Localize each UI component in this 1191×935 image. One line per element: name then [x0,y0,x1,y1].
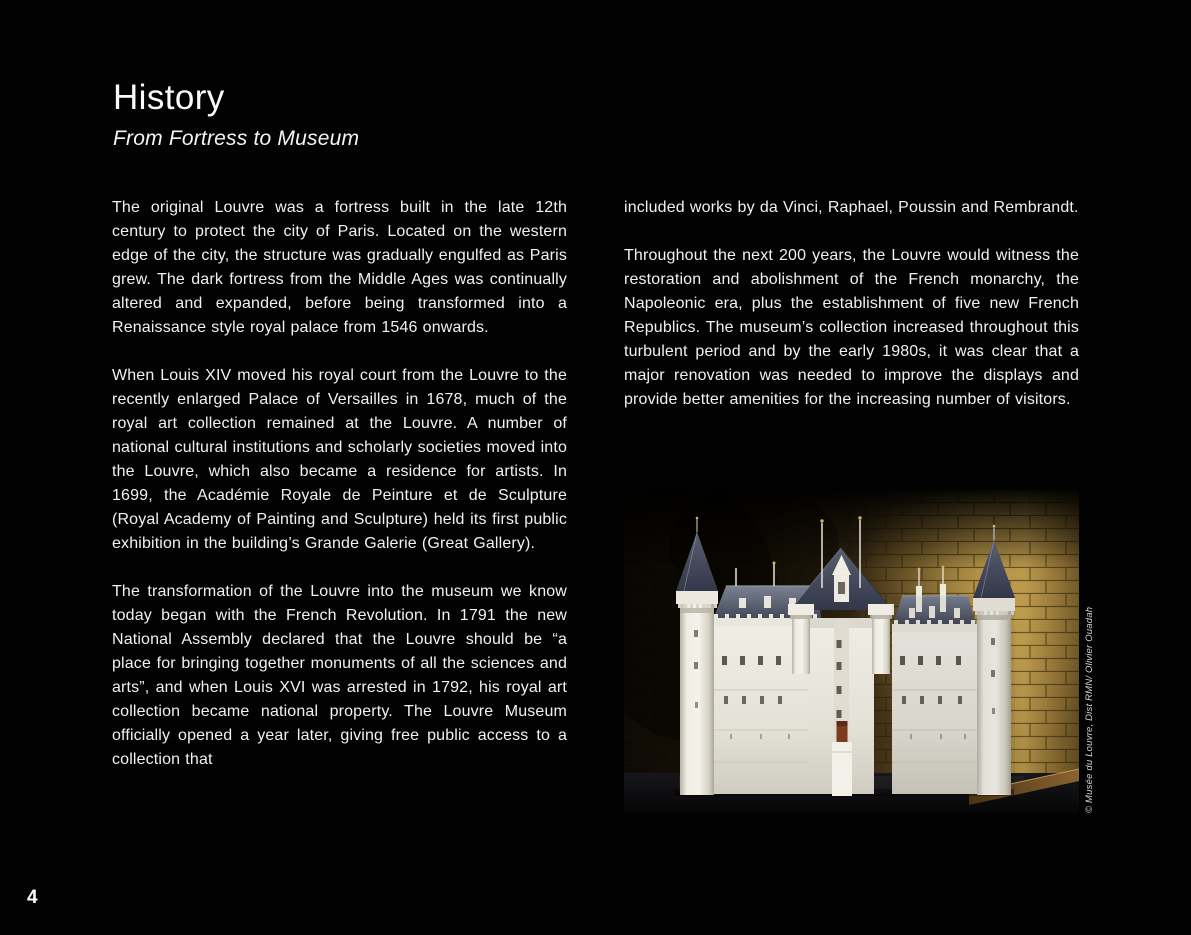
page-number: 4 [27,887,38,908]
paragraph-collection: included works by da Vinci, Raphael, Poussin and Rembrandt. [624,199,1079,216]
page-header [113,78,359,151]
left-column [112,196,567,796]
paragraph-next-200-years: Throughout the next 200 years, the Louvre would witness the restoration and abolishment of the French monarchy, the Napoleonic era, plus the establishment of five new French Republics. The museum’s collection increased throughout this turbulent period and by the early 1980s, it was clear that a major renovation was needed to improve the displays and provide better amenities for the increasing number of visitors. [624,247,1079,408]
photo-credit: © Musée du Louvre, Dist RMN/ Olivier Ouadah [1084,606,1095,813]
louvre-model-illustration [624,490,1079,813]
page-subtitle: From Fortress to Museum [113,127,360,150]
paragraph-fortress-origin: The original Louvre was a fortress built in the late 12th century to protect the city of Paris. Located on the western edge of the city, the structure was gradually engulfed as Paris grew. The dark fortress from the Middle Ages was continually altered and expanded, before being transformed into a Renaissance style royal palace from 1546 onwards. [112,199,567,336]
page-title: History [113,78,225,117]
paragraph-revolution: The transformation of the Louvre into the museum we know today began with the French Revolution. In 1791 the new National Assembly declared that the Louvre should be “a place for bringing together monuments of all the sciences and arts”, and when Louis XVI was arrested in 1792, his royal art collection became national property. The Louvre Museum officially opened a year later, giving free public access to a collection that [112,583,567,768]
louvre-model-photo [624,490,1079,813]
paragraph-louis-xiv: When Louis XIV moved his royal court from the Louvre to the recently enlarged Palace of Versailles in 1678, much of the royal art collection remained at the Louvre. A number of national cultural institutions and scholarly societies moved into the Louvre, which also became a residence for artists. In 1699, the Académie Royale de Peinture et de Sculpture (Royal Academy of Painting and Sculpture) held its first public exhibition in the building’s Grande Galerie (Great Gallery). [112,367,567,552]
